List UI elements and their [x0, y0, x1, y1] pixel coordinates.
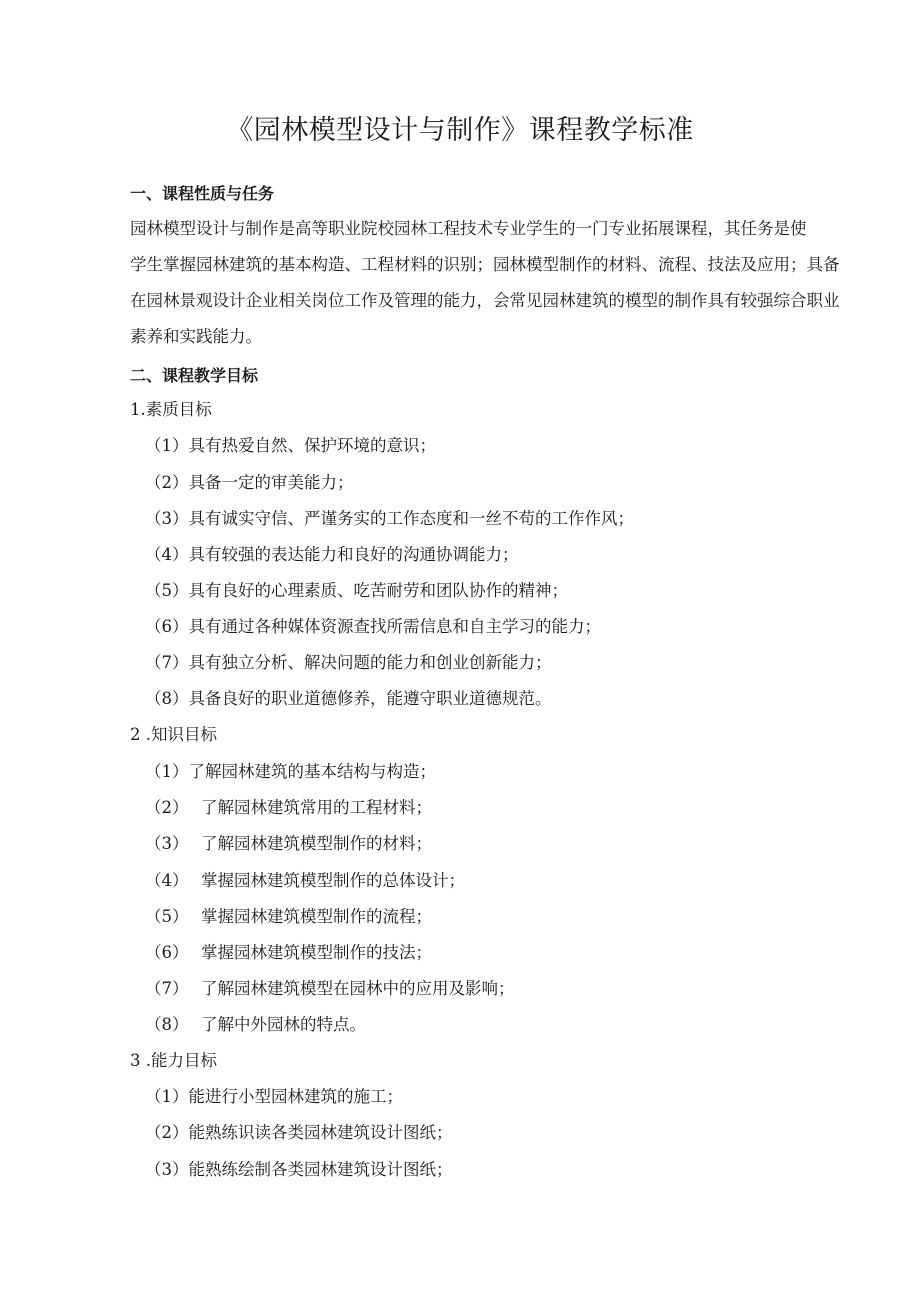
sub2-item-8-num: （8） [145, 1015, 189, 1034]
sub3-item-2: （2）能熟练识读各类园林建筑设计图纸； [145, 1123, 453, 1142]
sub1-label: 1.素质目标 [130, 400, 212, 419]
sub3-item-1: （1）能进行小型园林建筑的施工； [145, 1087, 403, 1106]
sub2-item-1-text: 了解园林建筑的基本结构与构造； [188, 762, 436, 781]
sub2-item-8 [145, 1013, 366, 1037]
sub1-item-3: （3）具有诚实守信、严谨务实的工作态度和一丝不苟的工作作风； [145, 509, 634, 528]
sub3-item-3: （3）能熟练绘制各类园林建筑设计图纸； [145, 1160, 453, 1179]
sub2-item-6 [145, 941, 432, 965]
sub2-item-4 [145, 869, 465, 893]
section2-heading: 二、课程教学目标 [130, 366, 259, 385]
section1-paragraph-line-2: 学生掌握园林建筑的基本构造、工程材料的识别；园林模型制作的材料、流程、技法及应用；具备 [130, 255, 840, 274]
sub2-item-4-num: （4） [145, 871, 189, 890]
sub2-item-6-num: （6） [145, 943, 189, 962]
sub2-item-2-text: 了解园林建筑常用的工程材料； [201, 798, 432, 817]
section1-paragraph-line-1: 园林模型设计与制作是高等职业院校园林工程技术专业学生的一门专业拓展课程，其任务是使 [130, 219, 807, 238]
sub2-item-7-num: （7） [145, 979, 189, 998]
sub2-item-3-num: （3） [145, 834, 189, 853]
sub2-item-5 [145, 905, 432, 929]
sub1-item-1: （1）具有热爱自然、保护环境的意识； [145, 436, 436, 455]
sub1-item-5: （5）具有良好的心理素质、吃苦耐劳和团队协作的精神； [145, 581, 568, 600]
sub1-item-8: （8）具备良好的职业道德修养，能遵守职业道德规范。 [145, 689, 552, 708]
sub1-item-6: （6）具有通过各种媒体资源查找所需信息和自主学习的能力； [145, 617, 601, 636]
section1-heading: 一、课程性质与任务 [130, 184, 275, 203]
sub2-item-3-text: 了解园林建筑模型制作的材料； [201, 834, 432, 853]
sub2-item-7 [145, 977, 515, 1001]
sub2-item-5-num: （5） [145, 907, 189, 926]
sub2-item-8-text: 了解中外园林的特点。 [201, 1015, 366, 1034]
sub2-item-4-text: 掌握园林建筑模型制作的总体设计； [201, 871, 465, 890]
sub2-label: 2 .知识目标 [130, 725, 217, 744]
section1-paragraph-line-4: 素养和实践能力。 [130, 327, 262, 346]
section1-paragraph-line-3: 在园林景观设计企业相关岗位工作及管理的能力，会常见园林建筑的模型的制作具有较强综合职业 [130, 291, 840, 310]
sub2-item-1-num: （1） [145, 762, 189, 781]
sub2-item-6-text: 掌握园林建筑模型制作的技法； [201, 943, 432, 962]
sub2-item-1 [145, 760, 436, 784]
sub2-item-2 [145, 796, 432, 820]
sub2-item-3 [145, 832, 432, 856]
sub2-item-2-num: （2） [145, 798, 189, 817]
sub1-item-7: （7）具有独立分析、解决问题的能力和创业创新能力； [145, 653, 552, 672]
sub1-item-2: （2）具备一定的审美能力； [145, 473, 354, 492]
document-title: 《园林模型设计与制作》课程教学标准 [226, 115, 694, 146]
sub2-item-5-text: 掌握园林建筑模型制作的流程； [201, 907, 432, 926]
sub1-item-4: （4）具有较强的表达能力和良好的沟通协调能力； [145, 545, 519, 564]
sub3-label: 3 .能力目标 [130, 1051, 217, 1070]
sub2-item-7-text: 了解园林建筑模型在园林中的应用及影响； [201, 979, 515, 998]
